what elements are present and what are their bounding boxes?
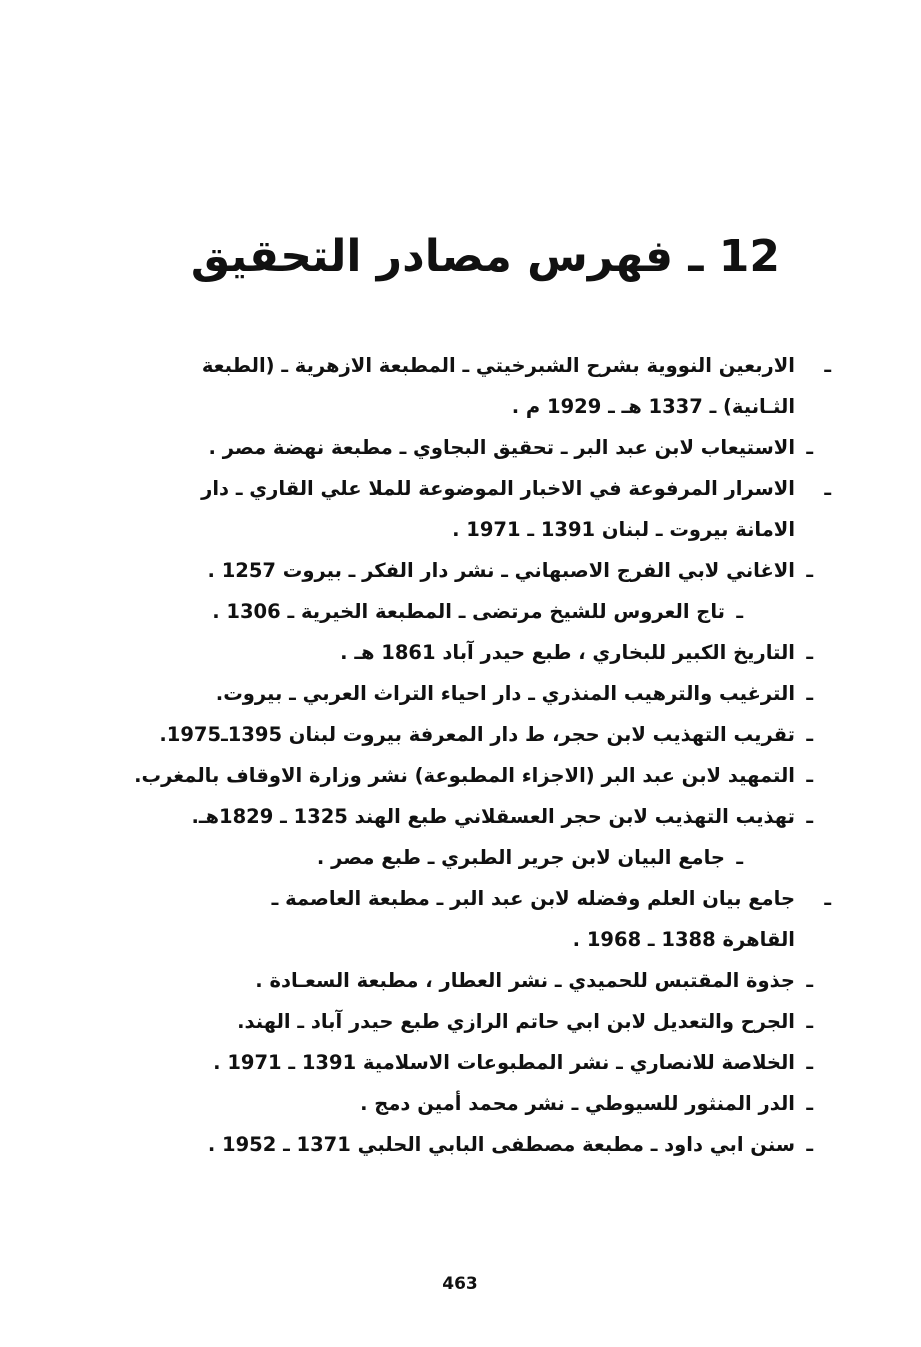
entry-dash: ـ xyxy=(806,805,813,828)
reference-entry xyxy=(153,345,831,427)
reference-text: الاغاني لابي الفرج الاصبهاني ـ نشر دار الفكر ـ بيروت 1257 . xyxy=(207,559,795,582)
reference-text: سنن ابي داود ـ مطبعة مصطفى البابي الحلبي 1371 ـ 1952 . xyxy=(207,1133,795,1156)
reference-text: التمهيد لابن عبد البر (الاجزاء المطبوعة) نشر وزارة الاوقاف بالمغرب. xyxy=(134,764,795,787)
reference-text: تقريب التهذيب لابن حجر، ط دار المعرفة بيروت لبنان 1395ـ1975. xyxy=(159,723,795,746)
reference-text: جامع البيان لابن جرير الطبري ـ طبع مصر . xyxy=(316,846,725,869)
page-title: 12 ـ فهرس مصادر التحقيق xyxy=(190,231,780,282)
reference-text: تهذيب التهذيب لابن حجر العسقلاني طبع الهند 1325 ـ 1829هـ. xyxy=(191,805,795,828)
entry-dash: ـ xyxy=(806,682,813,705)
entry-dash: ـ xyxy=(806,641,813,664)
references-list xyxy=(134,345,831,1165)
reference-entry xyxy=(153,468,831,550)
entry-dash: ـ xyxy=(824,887,831,910)
entry-dash: ـ xyxy=(806,764,813,787)
reference-text-continued: القاهرة 1388 ـ 1968 . xyxy=(572,928,795,951)
reference-text-continued: الثـانية) ـ 1337 هـ ـ 1929 م . xyxy=(511,395,795,418)
entry-dash: ـ xyxy=(736,600,743,623)
reference-entry xyxy=(153,714,813,755)
reference-entry xyxy=(153,837,813,878)
reference-entry xyxy=(153,591,813,632)
reference-entry xyxy=(134,755,813,796)
reference-text: جذوة المقتبس للحميدي ـ نشر العطار ، مطبعة السعـادة . xyxy=(255,969,795,992)
reference-entry xyxy=(153,427,813,468)
entry-dash: ـ xyxy=(806,1051,813,1074)
page-number: 463 xyxy=(442,1274,478,1294)
reference-entry xyxy=(153,550,813,591)
entry-dash: ـ xyxy=(736,846,743,869)
entry-dash: ـ xyxy=(824,477,831,500)
entry-dash: ـ xyxy=(806,969,813,992)
reference-text: التاريخ الكبير للبخاري ، طبع حيدر آباد 1861 هـ . xyxy=(340,641,795,664)
entry-dash: ـ xyxy=(806,436,813,459)
reference-text: الاسرار المرفوعة في الاخبار الموضوعة للملا علي القاري ـ دار xyxy=(201,477,795,500)
reference-entry xyxy=(153,878,831,960)
entry-dash: ـ xyxy=(806,1133,813,1156)
reference-entry xyxy=(153,1083,813,1124)
entry-dash: ـ xyxy=(806,1010,813,1033)
entry-dash: ـ xyxy=(806,723,813,746)
reference-text: تاج العروس للشيخ مرتضى ـ المطبعة الخيرية ـ 1306 . xyxy=(212,600,725,623)
reference-entry xyxy=(153,1042,813,1083)
reference-text: الاربعين النووية بشرح الشبرخيتي ـ المطبعة الازهرية ـ (الطبعة xyxy=(201,354,795,377)
reference-entry xyxy=(153,1124,813,1165)
reference-text: الدر المنثور للسيوطي ـ نشر محمد أمين دمج . xyxy=(360,1092,795,1115)
reference-text: الاستيعاب لابن عبد البر ـ تحقيق البجاوي ـ مطبعة نهضة مصر . xyxy=(208,436,795,459)
reference-entry xyxy=(153,796,813,837)
entry-dash: ـ xyxy=(824,354,831,377)
reference-text: الجرح والتعديل لابن ابي حاتم الرازي طبع حيدر آباد ـ الهند. xyxy=(237,1010,795,1033)
entry-dash: ـ xyxy=(806,559,813,582)
reference-entry xyxy=(153,632,813,673)
reference-text: الخلاصة للانصاري ـ نشر المطبوعات الاسلامية 1391 ـ 1971 . xyxy=(213,1051,795,1074)
reference-entry xyxy=(153,960,813,1001)
reference-entry xyxy=(153,673,813,714)
reference-entry xyxy=(153,1001,813,1042)
reference-text: الترغيب والترهيب المنذري ـ دار احياء التراث العربي ـ بيروت. xyxy=(215,682,795,705)
entry-dash: ـ xyxy=(806,1092,813,1115)
reference-text: جامع بيان العلم وفضله لابن عبد البر ـ مطبعة العاصمة ـ xyxy=(271,887,795,910)
reference-text-continued: الامانة بيروت ـ لبنان 1391 ـ 1971 . xyxy=(452,518,795,541)
